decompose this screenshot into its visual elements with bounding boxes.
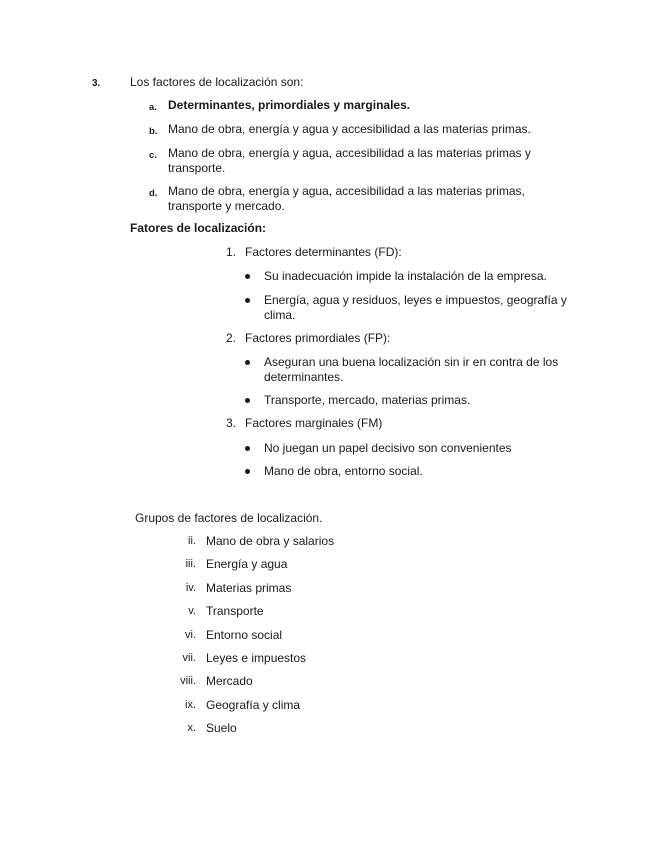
group-item-text: Mano de obra y salarios bbox=[206, 534, 335, 548]
factor-group-1-title: Factores determinantes (FD): bbox=[245, 245, 402, 259]
group-item-marker: ix. bbox=[185, 699, 196, 711]
bullet-icon bbox=[245, 469, 250, 474]
bullet-icon bbox=[245, 298, 250, 303]
factor-group-1-bullet-2-line2: clima. bbox=[264, 308, 296, 322]
group-item-text: Leyes e impuestos bbox=[206, 651, 307, 665]
factor-group-2-bullet-1-line1: Aseguran una buena localización sin ir en contra de los bbox=[264, 355, 559, 369]
group-item-text: Energía y agua bbox=[206, 557, 288, 571]
factor-group-3-title: Factores marginales (FM) bbox=[245, 416, 383, 430]
group-item-text: Suelo bbox=[206, 721, 237, 735]
factor-group-3-bullet-1: No juegan un papel decisivo son convenientes bbox=[264, 441, 512, 455]
factor-group-1-bullet-2-line1: Energía, agua y residuos, leyes e impuestos, geografía y bbox=[264, 293, 567, 307]
factor-group-2-bullet-2: Transporte, mercado, materias primas. bbox=[264, 393, 471, 407]
factor-group-3-marker: 3. bbox=[226, 416, 237, 430]
group-item-marker: iii. bbox=[185, 558, 196, 570]
option-d-text-line1: Mano de obra, energía y agua, accesibilidad a las materias primas, bbox=[168, 184, 525, 198]
bullet-icon bbox=[245, 274, 250, 279]
factor-group-2-marker: 2. bbox=[226, 331, 237, 345]
factors-heading: Fatores de localización: bbox=[130, 221, 267, 235]
group-item-text: Geografía y clima bbox=[206, 698, 301, 712]
factor-group-3-bullet-2: Mano de obra, entorno social. bbox=[264, 464, 423, 478]
factor-group-1-marker: 1. bbox=[226, 245, 237, 259]
group-item-text: Entorno social bbox=[206, 628, 283, 642]
option-d-text-line2: transporte y mercado. bbox=[168, 199, 285, 213]
group-item-marker: viii. bbox=[180, 675, 196, 687]
group-item-marker: x. bbox=[187, 722, 196, 734]
option-c-marker: c. bbox=[149, 150, 157, 161]
group-item-text: Transporte bbox=[206, 604, 264, 618]
group-item-text: Materias primas bbox=[206, 581, 292, 595]
option-c-text-line1: Mano de obra, energía y agua, accesibilidad a las materias primas y bbox=[168, 146, 531, 160]
option-c-text-line2: transporte. bbox=[168, 161, 226, 175]
option-a-text: Determinantes, primordiales y marginales. bbox=[168, 98, 411, 112]
option-b-marker: b. bbox=[149, 126, 158, 137]
factor-group-1-bullet-1: Su inadecuación impide la instalación de la empresa. bbox=[264, 269, 547, 283]
option-d-marker: d. bbox=[149, 188, 158, 199]
bullet-icon bbox=[245, 360, 250, 365]
group-item-marker: ii. bbox=[188, 535, 196, 547]
group-item-marker: vi. bbox=[185, 629, 196, 641]
group-item-text: Mercado bbox=[206, 674, 253, 688]
bullet-icon bbox=[245, 446, 250, 451]
option-a-marker: a. bbox=[149, 102, 157, 113]
group-item-marker: v. bbox=[188, 605, 196, 617]
factor-group-2-bullet-1-line2: determinantes. bbox=[264, 370, 344, 384]
groups-heading: Grupos de factores de localización. bbox=[135, 511, 323, 525]
bullet-icon bbox=[245, 398, 250, 403]
option-b-text: Mano de obra, energía y agua y accesibilidad a las materias primas. bbox=[168, 122, 531, 136]
factor-group-2-title: Factores primordiales (FP): bbox=[245, 331, 391, 345]
question-text: Los factores de localización son: bbox=[130, 75, 304, 89]
group-item-marker: iv. bbox=[185, 582, 196, 594]
question-number: 3. bbox=[92, 78, 101, 89]
group-item-marker: vii. bbox=[182, 652, 196, 664]
